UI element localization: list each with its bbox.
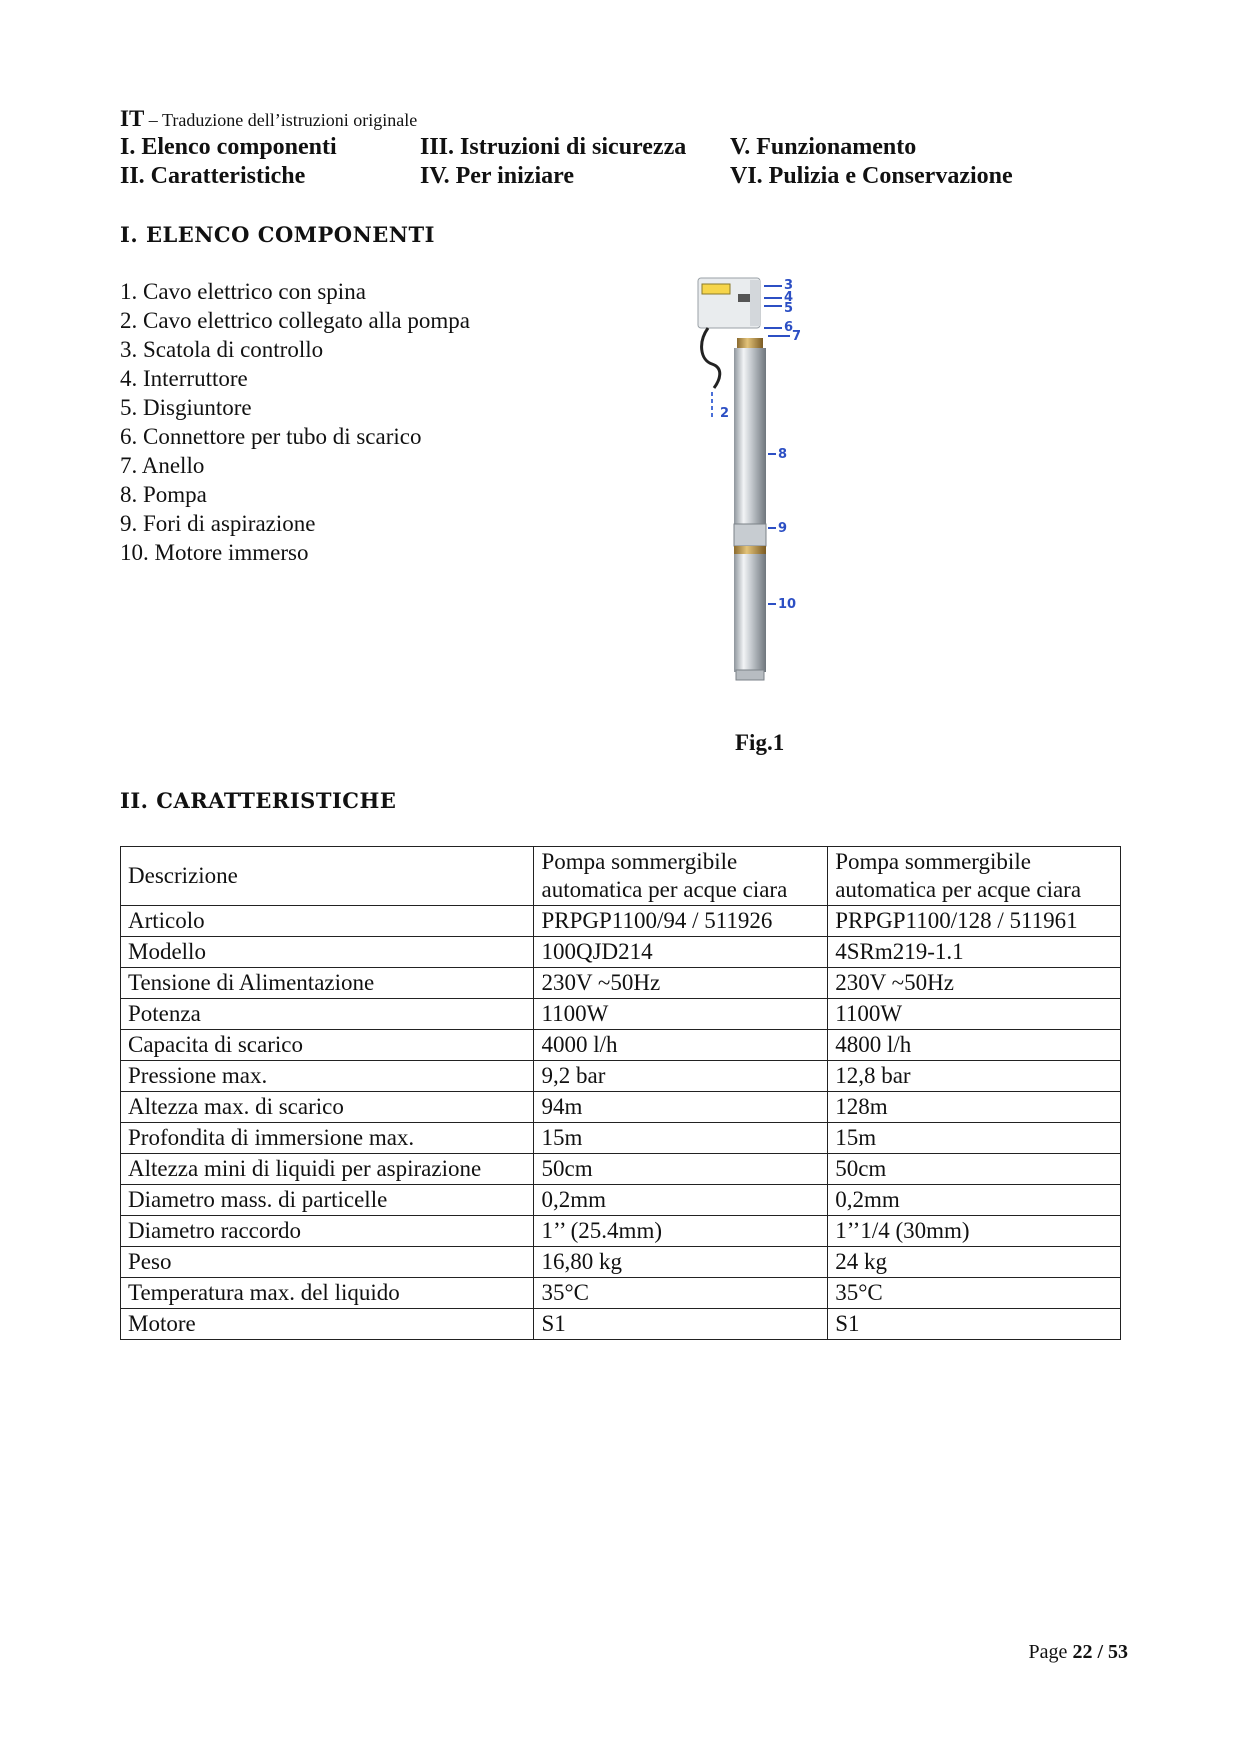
table-cell: Pompa sommergibile automatica per acque ciara [828, 847, 1121, 906]
table-cell: PRPGP1100/94 / 511926 [534, 906, 828, 937]
table-cell: 15m [534, 1123, 828, 1154]
table-cell: Tensione di Alimentazione [121, 968, 534, 999]
table-cell: 100QJD214 [534, 937, 828, 968]
table-row [121, 906, 1121, 937]
list-item: 4. Interruttore [120, 366, 248, 391]
table-cell: 1’’ (25.4mm) [534, 1216, 828, 1247]
table-cell: S1 [534, 1309, 828, 1340]
page-current: 22 [1072, 1641, 1093, 1663]
list-item: 6. Connettore per tubo di scarico [120, 424, 422, 449]
table-cell: 128m [828, 1092, 1121, 1123]
table-cell: Descrizione [121, 847, 534, 906]
section-title-features: II. CARATTERISTICHE [120, 788, 397, 813]
list-item: 8. Pompa [120, 482, 207, 507]
table-cell: 50cm [534, 1154, 828, 1185]
table-cell: 1100W [828, 999, 1121, 1030]
table-cell: Profondita di immersione max. [121, 1123, 534, 1154]
discharge-connector [737, 338, 763, 348]
table-cell: Potenza [121, 999, 534, 1030]
table-cell: 1100W [534, 999, 828, 1030]
table-row [121, 968, 1121, 999]
page-separator: / [1097, 1641, 1103, 1663]
toc-item: III. Istruzioni di sicurezza [420, 134, 687, 160]
fig-label-6: 6 [784, 320, 794, 335]
page-prefix: Page [1028, 1641, 1068, 1663]
components-list [120, 277, 470, 567]
table-cell: 15m [828, 1123, 1121, 1154]
list-item: 3. Scatola di controllo [120, 337, 324, 362]
table-row [121, 1092, 1121, 1123]
toc-item: VI. Pulizia e Conservazione [730, 163, 1013, 189]
table-row [121, 1309, 1121, 1340]
page-total: 53 [1108, 1641, 1128, 1663]
suction-holes [734, 524, 766, 546]
table-cell: 24 kg [828, 1247, 1121, 1278]
toc-item: I. Elenco componenti [120, 134, 337, 160]
fig-label-3: 3 [784, 278, 794, 293]
specs-table [120, 846, 1121, 1340]
table-row [121, 1278, 1121, 1309]
table-row [121, 1247, 1121, 1278]
fig-label-2: 2 [720, 406, 730, 421]
toc-column-3 [730, 133, 1013, 191]
list-item: 7. Anello [120, 453, 205, 478]
figure-caption: Fig.1 [735, 730, 785, 755]
table-cell: 35°C [534, 1278, 828, 1309]
toc-item: II. Caratteristiche [120, 163, 306, 189]
table-row [121, 937, 1121, 968]
table-cell: 16,80 kg [534, 1247, 828, 1278]
fig-label-8: 8 [778, 447, 788, 462]
table-cell: Diametro raccordo [121, 1216, 534, 1247]
table-cell: 230V ~50Hz [828, 968, 1121, 999]
table-header-row [121, 847, 1121, 906]
table-cell: Motore [121, 1309, 534, 1340]
table-cell: Modello [121, 937, 534, 968]
section-title-components: I. ELENCO COMPONENTI [120, 222, 435, 247]
table-row [121, 1030, 1121, 1061]
toc-column-2 [420, 133, 686, 191]
table-row [121, 1216, 1121, 1247]
list-item: 10. Motore immerso [120, 540, 309, 565]
fig-label-5: 5 [784, 301, 794, 316]
table-cell: 4800 l/h [828, 1030, 1121, 1061]
table-cell: 4SRm219-1.1 [828, 937, 1121, 968]
table-cell: Peso [121, 1247, 534, 1278]
table-cell: 9,2 bar [534, 1061, 828, 1092]
table-cell: 0,2mm [534, 1185, 828, 1216]
table-cell: 94m [534, 1092, 828, 1123]
translation-note: – Traduzione dell’istruzioni originale [148, 110, 418, 130]
pump-body [734, 348, 766, 528]
control-box [698, 278, 760, 328]
pump-figure [690, 272, 840, 742]
table-cell: S1 [828, 1309, 1121, 1340]
table-cell: 0,2mm [828, 1185, 1121, 1216]
table-cell: 50cm [828, 1154, 1121, 1185]
page-number [1029, 1641, 1128, 1664]
list-item: 9. Fori di aspirazione [120, 511, 316, 536]
table-row [121, 1185, 1121, 1216]
table-cell: Altezza mini di liquidi per aspirazione [121, 1154, 534, 1185]
table-cell: 35°C [828, 1278, 1121, 1309]
fig-label-9: 9 [778, 521, 788, 536]
table-cell: PRPGP1100/128 / 511961 [828, 906, 1121, 937]
list-item: 2. Cavo elettrico collegato alla pompa [120, 308, 470, 333]
toc-column-1 [120, 133, 337, 191]
table-row [121, 1123, 1121, 1154]
list-item: 1. Cavo elettrico con spina [120, 279, 366, 304]
table-cell: 12,8 bar [828, 1061, 1121, 1092]
table-cell: Altezza max. di scarico [121, 1092, 534, 1123]
table-cell: 4000 l/h [534, 1030, 828, 1061]
table-row [121, 1154, 1121, 1185]
list-item: 5. Disgiuntore [120, 395, 252, 420]
table-cell: Pressione max. [121, 1061, 534, 1092]
table-cell: Diametro mass. di particelle [121, 1185, 534, 1216]
fig-label-4: 4 [784, 290, 794, 305]
motor-body [734, 554, 766, 672]
power-cable [702, 328, 720, 388]
table-cell: 230V ~50Hz [534, 968, 828, 999]
table-cell: Pompa sommergibile automatica per acque ciara [534, 847, 828, 906]
table-row [121, 999, 1121, 1030]
table-row [121, 1061, 1121, 1092]
language-header [120, 106, 417, 132]
table-cell: Temperatura max. del liquido [121, 1278, 534, 1309]
table-cell: Articolo [121, 906, 534, 937]
toc-item: IV. Per iniziare [420, 163, 574, 189]
table-cell: Capacita di scarico [121, 1030, 534, 1061]
fig-label-10: 10 [778, 597, 797, 612]
toc-item: V. Funzionamento [730, 134, 917, 160]
language-code: IT [120, 106, 145, 131]
table-cell: 1’’1/4 (30mm) [828, 1216, 1121, 1247]
fig-label-7: 7 [792, 329, 802, 344]
